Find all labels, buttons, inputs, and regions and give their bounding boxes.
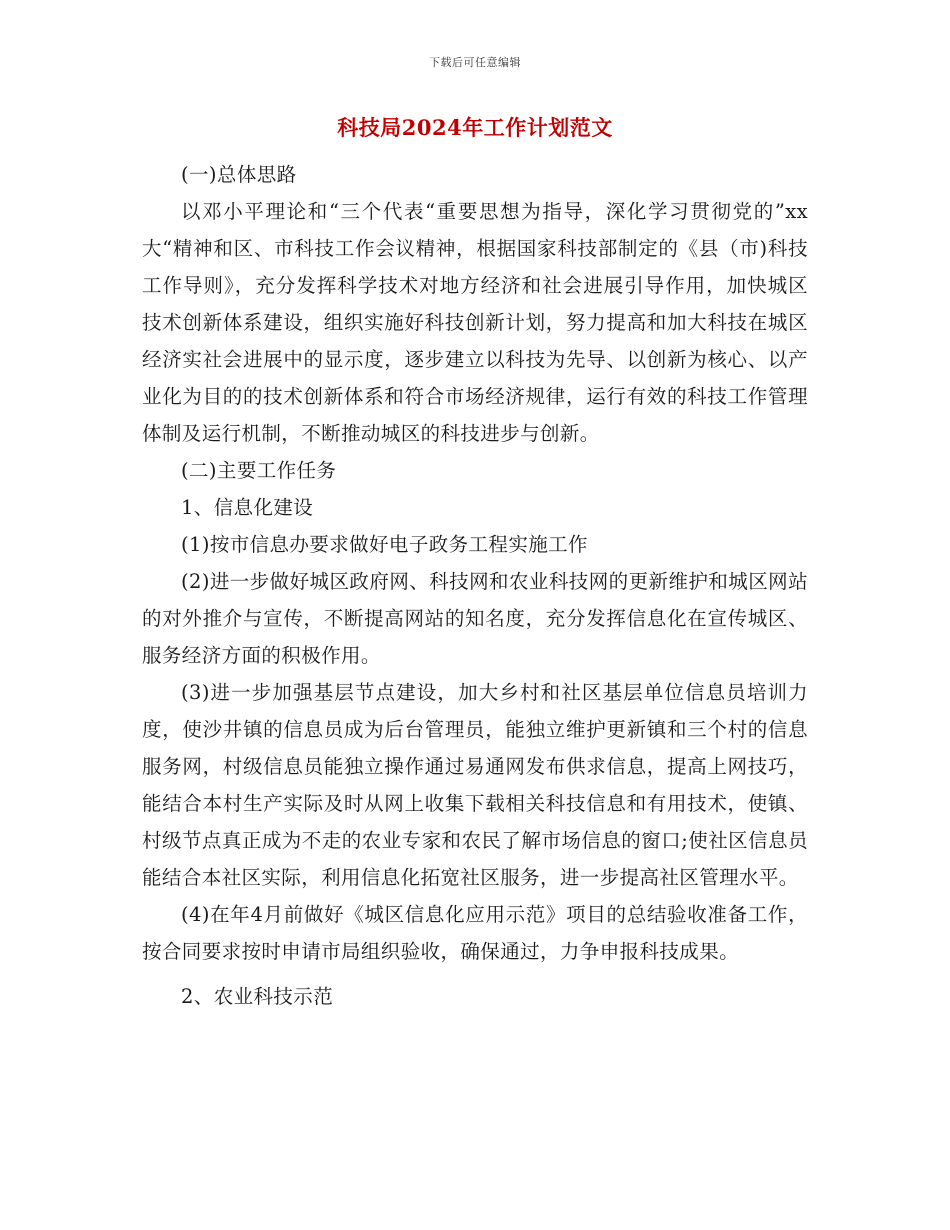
list-item-1: (1)按市信息办要求做好电子政务工程实施工作 bbox=[181, 533, 588, 556]
document-title: 科技局2024年工作计划范文 bbox=[337, 115, 613, 140]
list-item-4: (4)在年4月前做好《城区信息化应用示范》项目的总结验收准备工作，按合同要求按时申请市局组织验收，确保通过，力争申报科技成果。 bbox=[142, 903, 808, 963]
document-body bbox=[142, 156, 808, 1015]
paragraph-general-approach: 以邓小平理论和“三个代表“重要思想为指导，深化学习贯彻党的”xx大“精神和区、市科技工作会议精神，根据国家科技部制定的《县（市)科技工作导则》，充分发挥科学技术对地方经济和社会进展引导作用，加快城区技术创新体系建设，组织实施好科技创新计划，努力提高和加大科技在城区经济实社会进展中的显示度，逐步建立以科技为先导、以创新为核心、以产业化为目的的技术创新体系和符合市场经济规律，运行有效的科技工作管理体制及运行机制，不断推动城区的科技进步与创新。 bbox=[142, 200, 808, 445]
subheading-informatization: 1、信息化建设 bbox=[181, 496, 314, 519]
section-heading-general-approach: (一)总体思路 bbox=[181, 163, 297, 186]
section-heading-main-tasks: (二)主要工作任务 bbox=[181, 459, 337, 482]
page-header-note: 下载后可任意编辑 bbox=[429, 56, 521, 69]
subheading-agri-tech-demo: 2、农业科技示范 bbox=[181, 985, 334, 1008]
list-item-2: (2)进一步做好城区政府网、科技网和农业科技网的更新维护和城区网站的对外推介与宣传，不断提高网站的知名度，充分发挥信息化在宣传城区、服务经济方面的积极作用。 bbox=[142, 570, 808, 667]
list-item-3: (3)进一步加强基层节点建设，加大乡村和社区基层单位信息员培训力度，使沙井镇的信息员成为后台管理员，能独立维护更新镇和三个村的信息服务网，村级信息员能独立操作通过易通网发布供求信息，提高上网技巧，能结合本村生产实际及时从网上收集下载相关科技信息和有用技术，使镇、村级节点真正成为不走的农业专家和农民了解市场信息的窗口;使社区信息员能结合本社区实际，利用信息化拓宽社区服务，进一步提高社区管理水平。 bbox=[142, 681, 808, 889]
